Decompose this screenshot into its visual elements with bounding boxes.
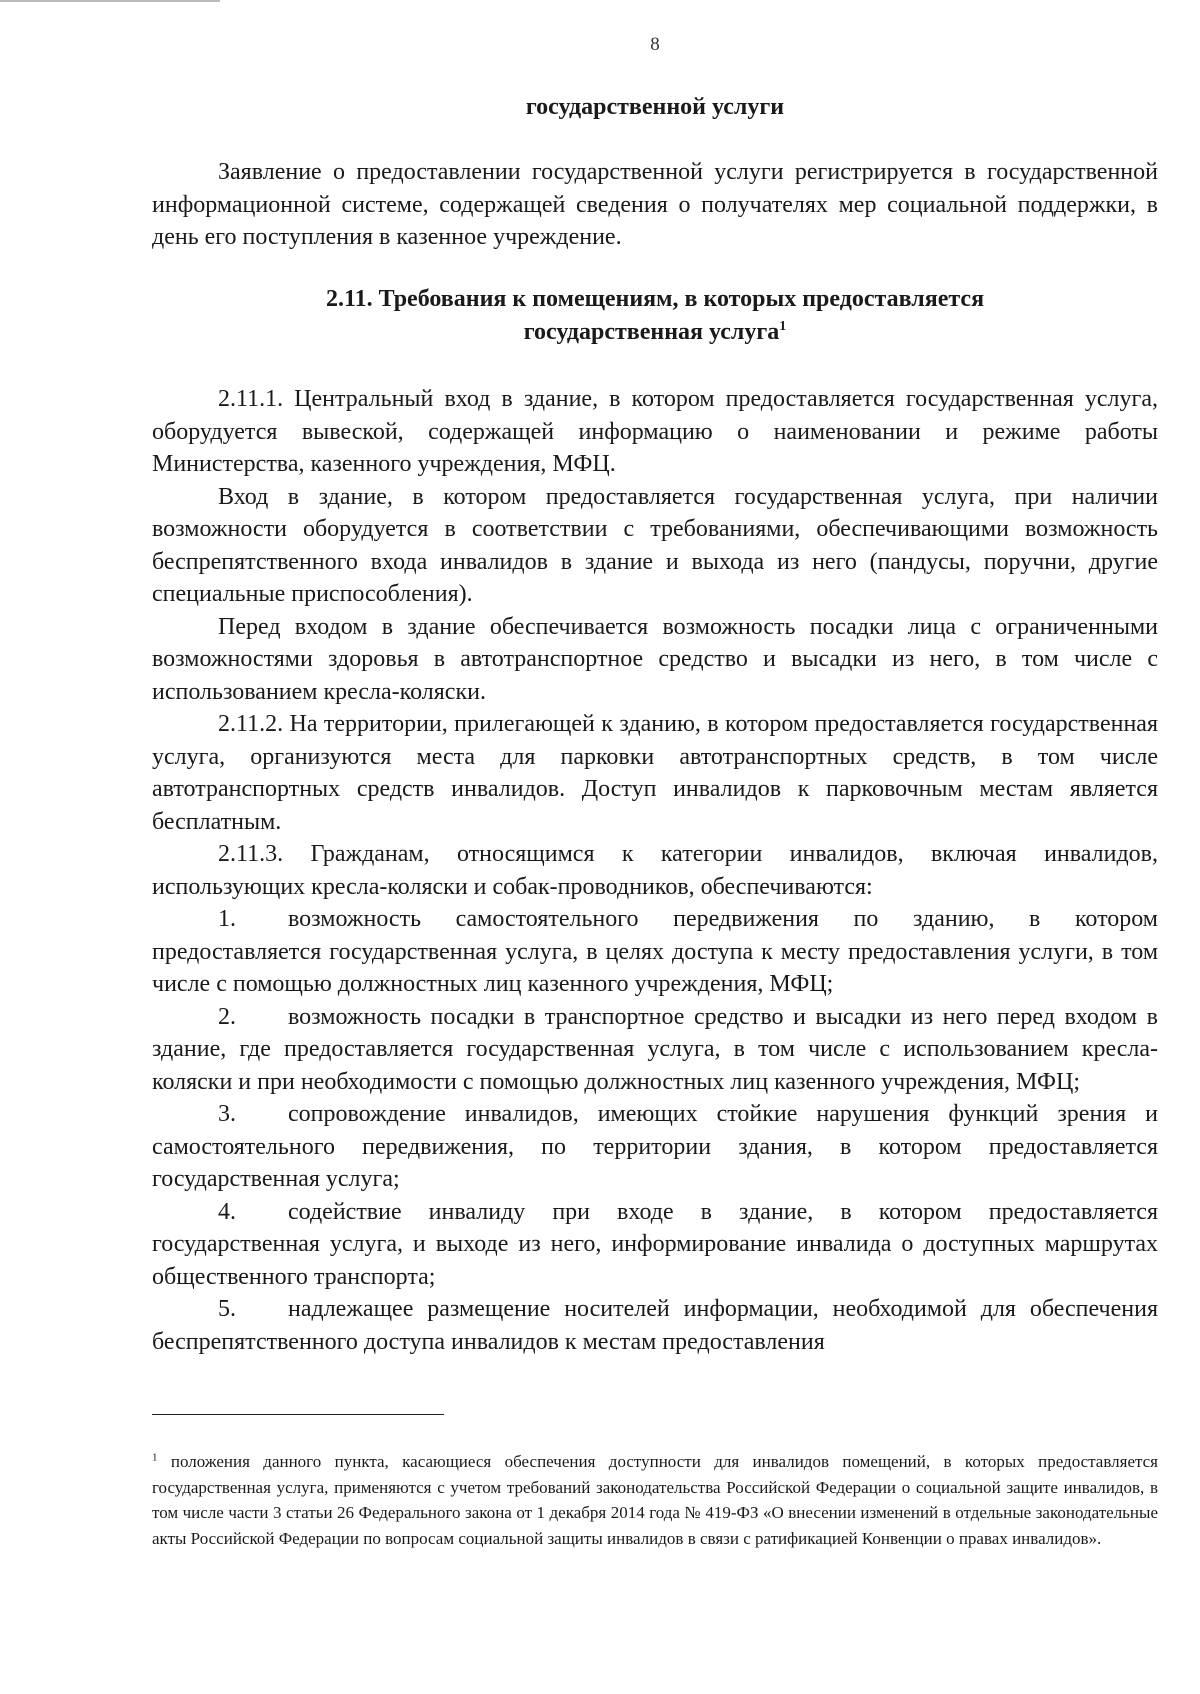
list-item-1 — [152, 903, 1158, 1001]
list-item-text: содействие инвалиду при входе в здание, в котором предоставляется государственная услуга, и выходе из него, информирование инвалида о доступных маршрутах общественного транспорта; — [152, 1198, 1158, 1290]
paragraph-boarding: Перед входом в здание обеспечивается возможность посадки лица с ограниченными возможностями здоровья в автотранспортное средство и высадки из него, в том числе с использованием кресла-коляски. — [152, 613, 1158, 705]
list-item-number: 2. — [218, 1003, 236, 1030]
intro-paragraph: Заявление о предоставлении государственной услуги регистрируется в государственной информационной системе, содержащей сведения о получателях мер социальной поддержки, в день его поступления в казенное учреждение. — [152, 159, 1158, 250]
footnote-reference: 1 — [779, 319, 787, 334]
paragraph-2-11-3: 2.11.3. Гражданам, относящимся к категории инвалидов, включая инвалидов, использующих кресла-коляски и собак-проводников, обеспечиваются: — [152, 841, 1158, 900]
list-item-number: 5. — [218, 1296, 236, 1322]
heading-line-1: 2.11. Требования к помещениям, в которых предоставляется — [325, 286, 985, 312]
footnote-text: положения данного пункта, касающиеся обеспечения доступности для инвалидов помещений, в которых предоставляется государственная услуга, применяются с учетом требований законодательства Российской Федерации о социальной защите инвалидов, в том числе части 3 статьи 26 Федерального закона от 1 декабря 2014 года № 419-ФЗ «О внесении изменений в отдельные законодательные акты Российской Федерации по вопросам социальной защиты инвалидов в связи с ратификацией Конвенции о правах инвалидов». — [152, 1452, 1158, 1548]
list-item-text: сопровождение инвалидов, имеющих стойкие нарушения функций зрения и самостоятельного передвижения, по территории здания, в котором предоставляется государственная услуга; — [152, 1101, 1158, 1192]
list-item-text: возможность самостоятельного передвижения по зданию, в котором предоставляется государственная услуга, в целях доступа к месту предоставления услуги, в том числе с помощью должностных лиц казенного учреждения, МФЦ; — [152, 906, 1158, 997]
section-heading — [152, 283, 1158, 349]
heading-line-2 — [152, 316, 1158, 349]
list-item-number: 3. — [218, 1101, 236, 1127]
list-item-text: надлежащее размещение носителей информации, необходимой для обеспечения беспрепятственного доступа инвалидов к местам предоставления — [152, 1296, 1158, 1355]
footnote-marker: 1 — [152, 1451, 158, 1464]
list-item-number: 4. — [218, 1198, 236, 1225]
list-item-text: возможность посадки в транспортное средство и высадки из него перед входом в здание, где предоставляется государственная услуга, в том числе с использованием кресла-коляски и при необходимости с помощью должностных лиц казенного учреждения, МФЦ; — [152, 1003, 1158, 1095]
list-item-5 — [152, 1293, 1158, 1358]
scan-edge-mark — [0, 0, 220, 2]
section-title-continuation: государственной услуги — [525, 94, 785, 120]
footnote-divider — [152, 1414, 444, 1415]
section-body — [152, 383, 1158, 1358]
list-item-number: 1. — [218, 906, 236, 932]
footnote — [152, 1449, 1158, 1551]
page-number: 8 — [650, 34, 660, 55]
list-item-3 — [152, 1098, 1158, 1196]
heading-line-2-text: государственная услуга — [523, 319, 780, 345]
paragraph-2-11-1: 2.11.1. Центральный вход в здание, в котором предоставляется государственная услуга, оборудуется вывеской, содержащей информацию о наименовании и режиме работы Министерства, казенного учреждения, МФЦ. — [152, 386, 1158, 477]
paragraph-2-11-2: 2.11.2. На территории, прилегающей к зданию, в котором предоставляется государственная услуга, организуются места для парковки автотранспортных средств, в том числе автотранспортных средств инвалидов. Доступ инвалидов к парковочным местам является бесплатным. — [152, 711, 1158, 835]
list-item-4 — [152, 1196, 1158, 1294]
list-item-2 — [152, 1001, 1158, 1099]
paragraph-entrance: Вход в здание, в котором предоставляется государственная услуга, при наличии возможности оборудуется в соответствии с требованиями, обеспечивающими возможность беспрепятственного входа инвалидов в здание и выхода из него (пандусы, поручни, другие специальные приспособления). — [152, 483, 1158, 607]
